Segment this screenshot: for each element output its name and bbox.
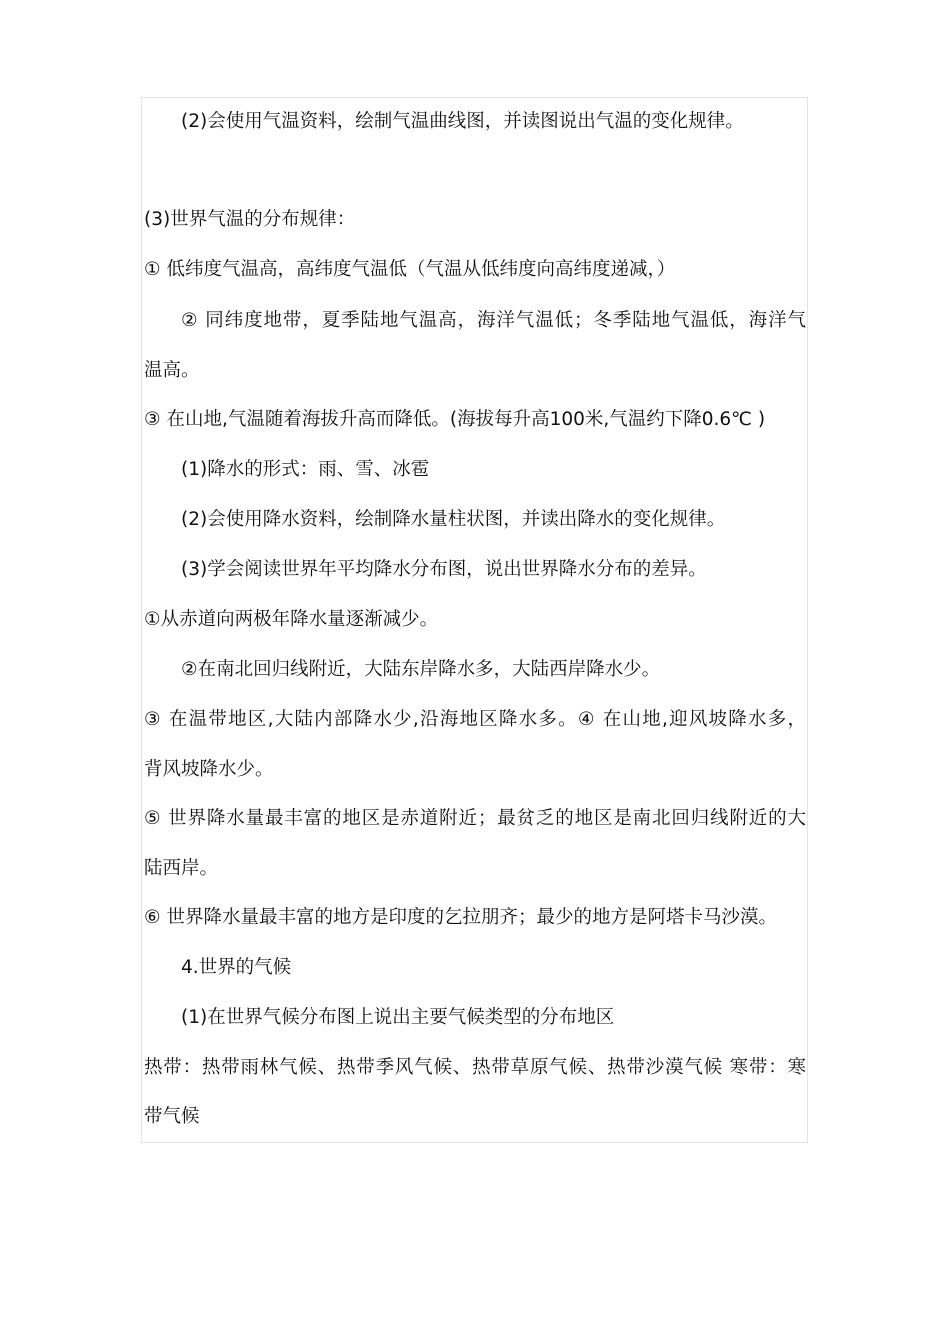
text-line-altitude-rule: ③ 在山地,气温随着海拔升高而降低。(海拔每升高100米,气温约下降0.6℃ ) <box>144 409 766 430</box>
text-line-cherrapunji-atacama: ⑥ 世界降水量最丰富的地方是印度的乞拉朋齐；最少的地方是阿塔卡马沙漠。 <box>144 907 777 928</box>
text-line-climate-map: (1)在世界气候分布图上说出主要气候类型的分布地区 <box>181 1007 615 1028</box>
text-line-richest-poorest-regions: ⑤ 世界降水量最丰富的地区是赤道附近；最贫乏的地区是南北回归线附近的大 <box>144 808 806 829</box>
text-line-frigid-climate: 带气候 <box>144 1106 200 1127</box>
text-line-tropics-coasts: ②在南北回归线附近，大陆东岸降水多，大陆西岸降水少。 <box>181 659 661 680</box>
text-line-same-latitude-rule-cont: 温高。 <box>144 360 200 381</box>
text-line-temperature-distribution-heading: (3)世界气温的分布规律： <box>144 209 356 230</box>
text-line-temperate-and-mountain: ③ 在温带地区,大陆内部降水少,沿海地区降水多。④ 在山地,迎风坡降水多， <box>144 709 806 730</box>
text-line-temperature-curve: (2)会使用气温资料，绘制气温曲线图，并读图说出气温的变化规律。 <box>181 111 744 132</box>
text-line-precipitation-chart: (2)会使用降水资料，绘制降水量柱状图，并读出降水的变化规律。 <box>181 509 726 530</box>
text-line-richest-poorest-regions-cont: 陆西岸。 <box>144 858 219 879</box>
text-line-precipitation-map: (3)学会阅读世界年平均降水分布图，说出世界降水分布的差异。 <box>181 559 707 580</box>
text-line-leeward-slope: 背风坡降水少。 <box>144 759 274 780</box>
text-line-precipitation-forms: (1)降水的形式：雨、雪、冰雹 <box>181 459 430 480</box>
text-line-same-latitude-rule: ② 同纬度地带，夏季陆地气温高，海洋气温低；冬季陆地气温低，海洋气 <box>181 310 806 331</box>
text-line-latitude-rule: ① 低纬度气温高，高纬度气温低（气温从低纬度向高纬度递减，） <box>144 259 676 280</box>
text-line-tropical-frigid-zones: 热带：热带雨林气候、热带季风气候、热带草原气候、热带沙漠气候 寒带：寒 <box>144 1057 806 1078</box>
text-line-world-climate-heading: 4.世界的气候 <box>181 957 292 978</box>
text-line-equator-to-poles: ①从赤道向两极年降水量逐渐减少。 <box>144 609 439 630</box>
